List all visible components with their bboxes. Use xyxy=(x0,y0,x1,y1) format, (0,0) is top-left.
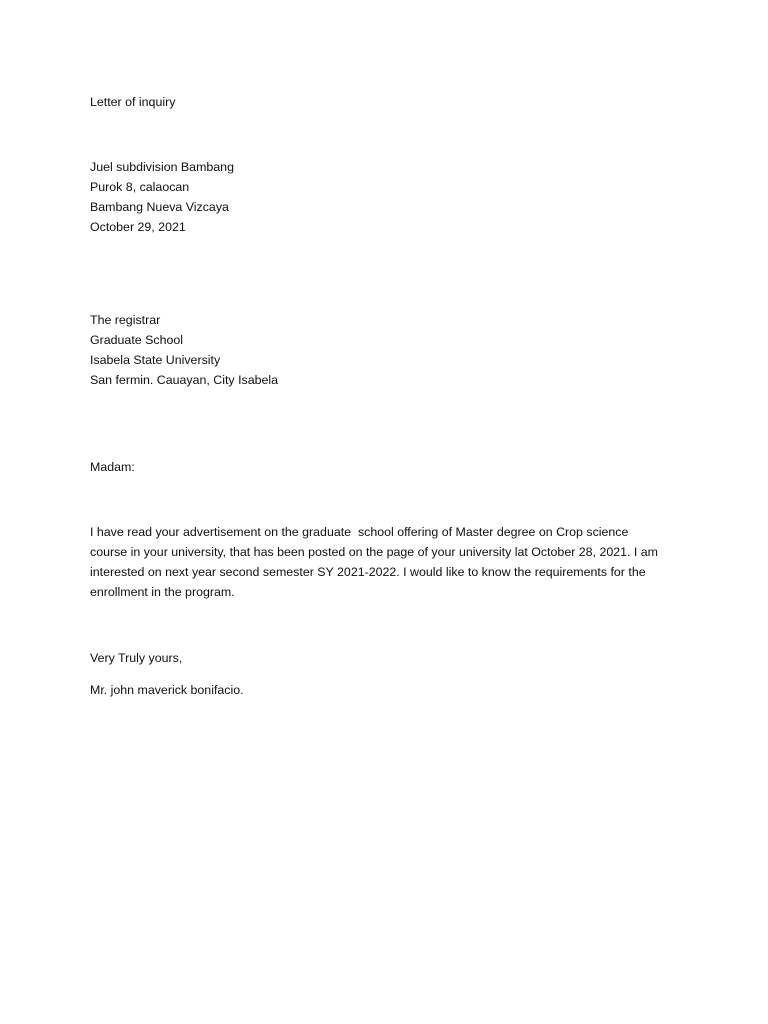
letter-heading: Letter of inquiry xyxy=(90,95,176,109)
body-line: course in your university, that has been posted on the page of your university lat October 28, 2021. I am xyxy=(90,545,659,559)
body-line: I have read your advertisement on the graduate school offering of Master degree on Crop science xyxy=(90,525,629,539)
recipient-address-line: Graduate School xyxy=(90,333,183,347)
recipient-address xyxy=(90,310,278,390)
closing: Very Truly yours, xyxy=(90,651,183,665)
recipient-address-line: San fermin. Cauayan, City Isabela xyxy=(90,373,279,387)
sender-address-line: Purok 8, calaocan xyxy=(90,180,190,194)
letter-body xyxy=(90,522,658,602)
recipient-address-line: The registrar xyxy=(90,313,161,327)
body-line: enrollment in the program. xyxy=(90,585,235,599)
body-line: interested on next year second semester SY 2021-2022. I would like to know the requirements for the xyxy=(90,565,646,579)
signature-name: Mr. john maverick bonifacio. xyxy=(90,683,244,697)
letter-date: October 29, 2021 xyxy=(90,220,186,234)
sender-address xyxy=(90,157,234,237)
sender-address-line: Bambang Nueva Vizcaya xyxy=(90,200,229,214)
salutation: Madam: xyxy=(90,460,135,474)
sender-address-line: Juel subdivision Bambang xyxy=(90,160,234,174)
recipient-address-line: Isabela State University xyxy=(90,353,221,367)
